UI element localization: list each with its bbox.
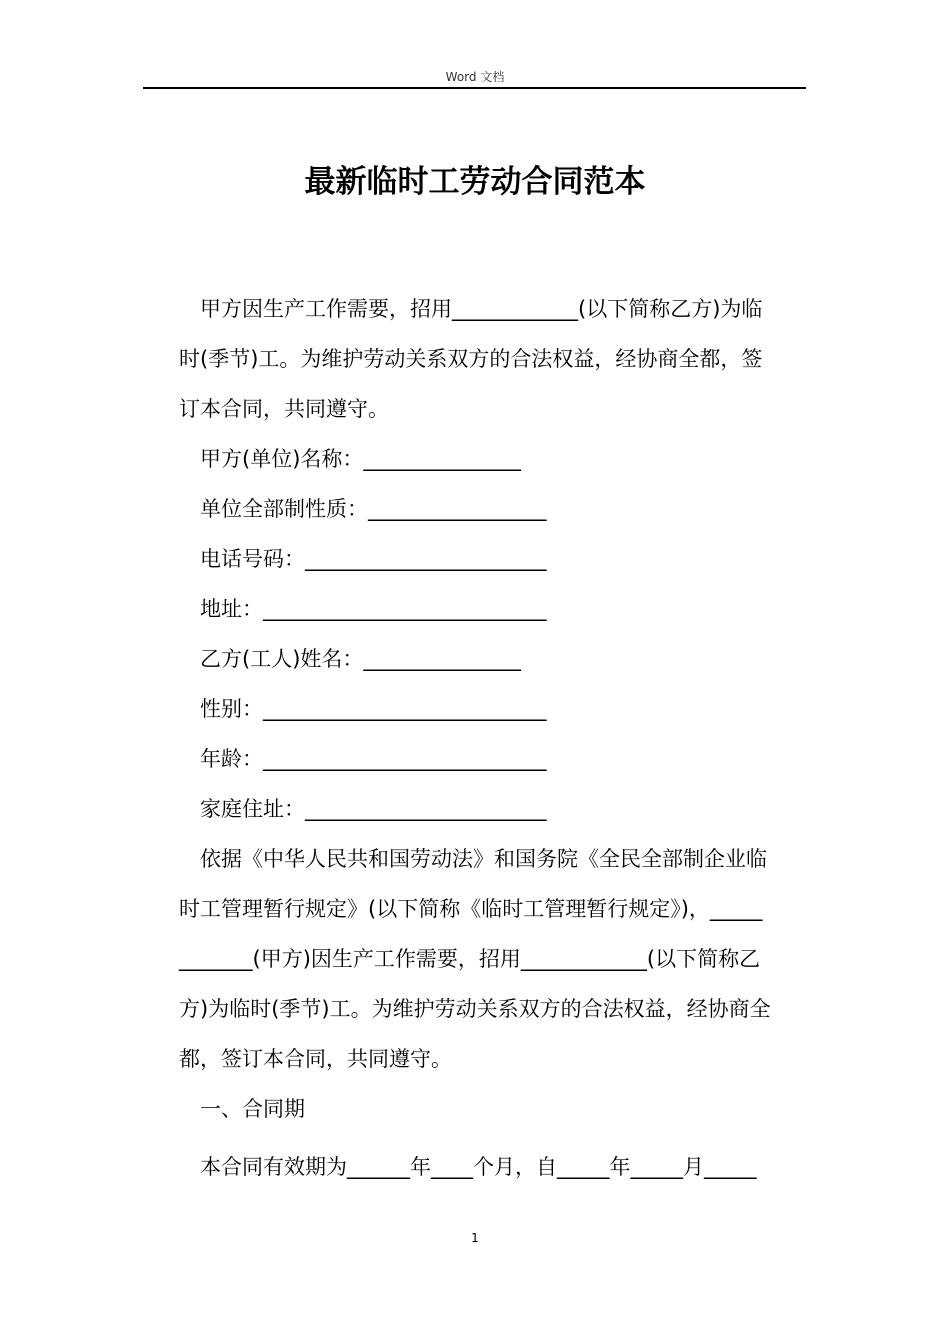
paragraph-line: _______(甲方)因生产工作需要，招用____________(以下简称乙 (179, 947, 761, 971)
paragraph-line: 本合同有效期为______年____个月，自_____年_____月_____ (200, 1155, 757, 1179)
paragraph-line: 时工管理暂行规定》(以下简称《临时工管理暂行规定》)，_____ (179, 897, 763, 921)
document-body (179, 284, 805, 1192)
field-line-address: 地址：___________________________ (200, 597, 547, 621)
paragraph-line: 方)为临时(季节)工。为维护劳动关系双方的合法权益，经协商全 (179, 997, 771, 1021)
paragraph-line: 依据《中华人民共和国劳动法》和国务院《全民全部制企业临 (200, 847, 767, 871)
field-line-gender: 性别：___________________________ (200, 697, 547, 721)
paragraph-line: 都，签订本合同，共同遵守。 (179, 1047, 452, 1071)
field-line-home-address: 家庭住址：_______________________ (200, 797, 547, 821)
page-number: 1 (471, 1231, 479, 1245)
field-line-party-b-name: 乙方(工人)姓名：_______________ (200, 647, 521, 671)
paragraph-line: 订本合同，共同遵守。 (179, 397, 389, 421)
header-divider (143, 87, 806, 89)
paragraph-line: 甲方因生产工作需要，招用____________(以下简称乙方)为临 (200, 297, 763, 321)
paragraph-line: 时(季节)工。为维护劳动关系双方的合法权益，经协商全都，签 (179, 347, 763, 371)
field-line-party-a-name: 甲方(单位)名称：_______________ (200, 447, 521, 471)
document-title: 最新临时工劳动合同范本 (304, 164, 646, 200)
field-line-ownership-type: 单位全部制性质：_________________ (200, 497, 547, 521)
field-line-phone: 电话号码：_______________________ (200, 547, 547, 571)
section-heading: 一、合同期 (200, 1097, 305, 1121)
document-header-label: Word 文档 (445, 70, 505, 84)
field-line-age: 年龄：___________________________ (200, 747, 547, 771)
